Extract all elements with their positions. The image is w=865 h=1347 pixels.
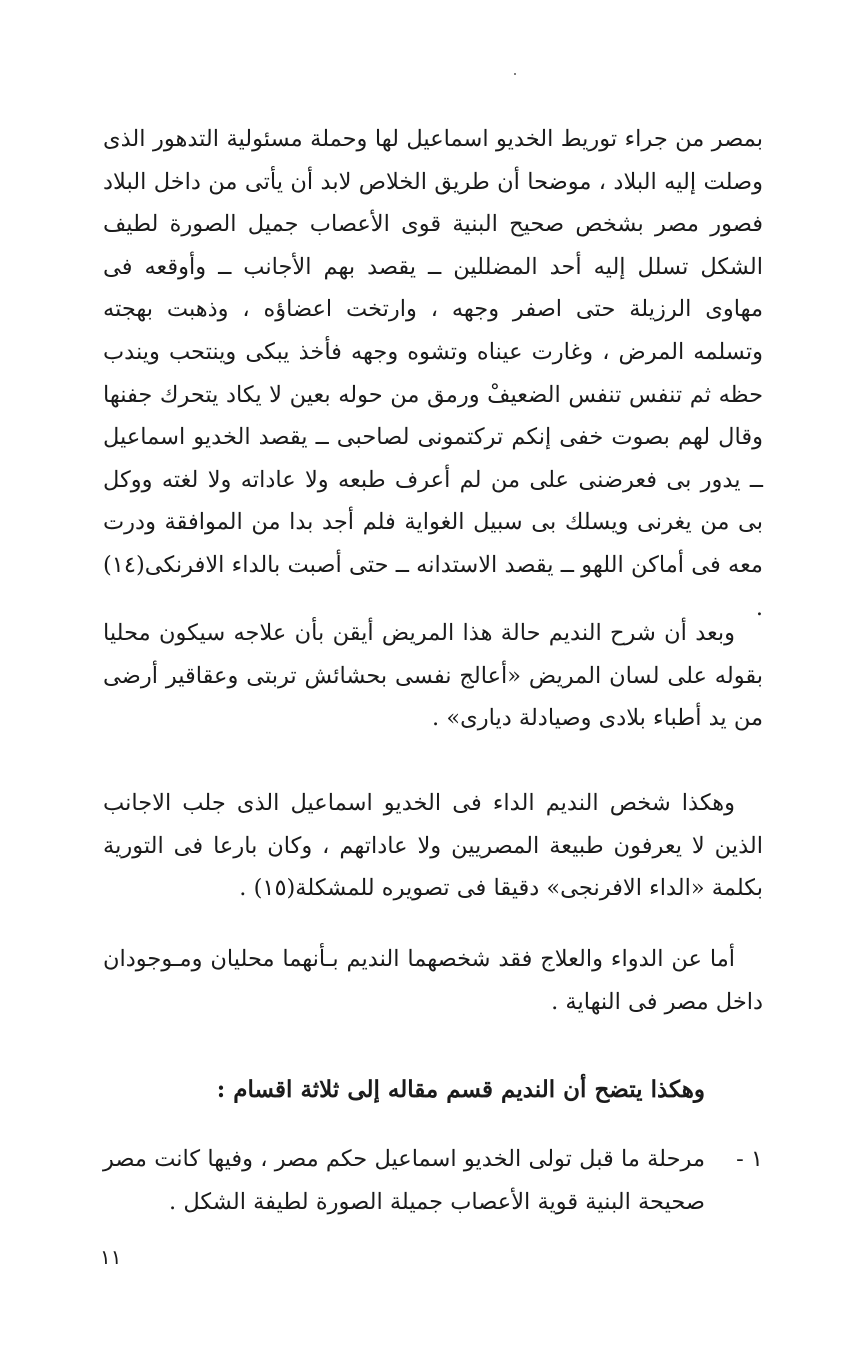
paragraph-3: وهكذا شخص النديم الداء فى الخديو اسماعيل الذى جلب الاجانب الذين لا يعرفون طبيعة المصريين ولا عاداتهم ، وكان بارعا فى التورية بكلمة «الداء الافرنجى» دقيقا فى تصويره للمشكلة(١٥) . bbox=[103, 790, 763, 902]
section-heading: وهكذا يتضح أن النديم قسم مقاله إلى ثلاثة اقسام : bbox=[216, 1076, 705, 1103]
paragraph-1: بمصر من جراء توريط الخديو اسماعيل لها وحملة مسئولية التدهور الذى وصلت إليه البلاد ، موضحا أن طريق الخلاص لابد أن يأتى من داخل البلاد فصور مصر بشخص صحيح البنية قوى الأعصاب جميل الصورة لطيف الشكل تسلل إليه أحد المضللين ــ يقصد بهم الأجانب ــ وأوقعه فى مهاوى الرزيلة حتى اصفر وجهه ، وارتخت اعضاؤه ، وذهبت بهجته وتسلمه المرض ، وغارت عيناه وتشوه وجهه فأخذ يبكى وينتحب ويندب حظه ثم تنفس تنفس الضعيفْ ورمق من حوله بعين لا يكاد يتحرك جفنها وقال لهم بصوت خفى إنكم تركتمونى لصاحبى ــ يقصد الخديو اسماعيل ــ يدور بى فعرضنى على من لم أعرف طبعه ولا عاداته ولا لغته ووكل بى من يغرنى ويسلك بى سبيل الغواية فلم أجد بدا من الموافقة ودرت معه فى أماكن اللهو ــ يقصد الاستدانه ــ حتى أصبت بالداء الافرنكى(١٤) . bbox=[103, 126, 763, 621]
scan-speck bbox=[514, 73, 516, 75]
list-item-marker: ١ - bbox=[736, 1146, 763, 1172]
list-item-text: مرحلة ما قبل تولى الخديو اسماعيل حكم مصر ، وفيها كانت مصر صحيحة البنية قوية الأعصاب جميلة الصورة لطيفة الشكل . bbox=[103, 1146, 705, 1215]
page-number: ١١ bbox=[100, 1245, 122, 1269]
paragraph-2: وبعد أن شرح النديم حالة هذا المريض أيقن بأن علاجه سيكون محليا بقوله على لسان المريض «أعالج نفسى بحشائش تربتى وعقاقير أرضى من يد أطباء بلادى وصيادلة ديارى» . bbox=[103, 620, 763, 732]
list-item bbox=[103, 1138, 763, 1223]
paragraph-4: أما عن الدواء والعلاج فقد شخصهما النديم بـأنهما محليان ومـوجودان داخل مصر فى النهاية . bbox=[103, 946, 763, 1015]
